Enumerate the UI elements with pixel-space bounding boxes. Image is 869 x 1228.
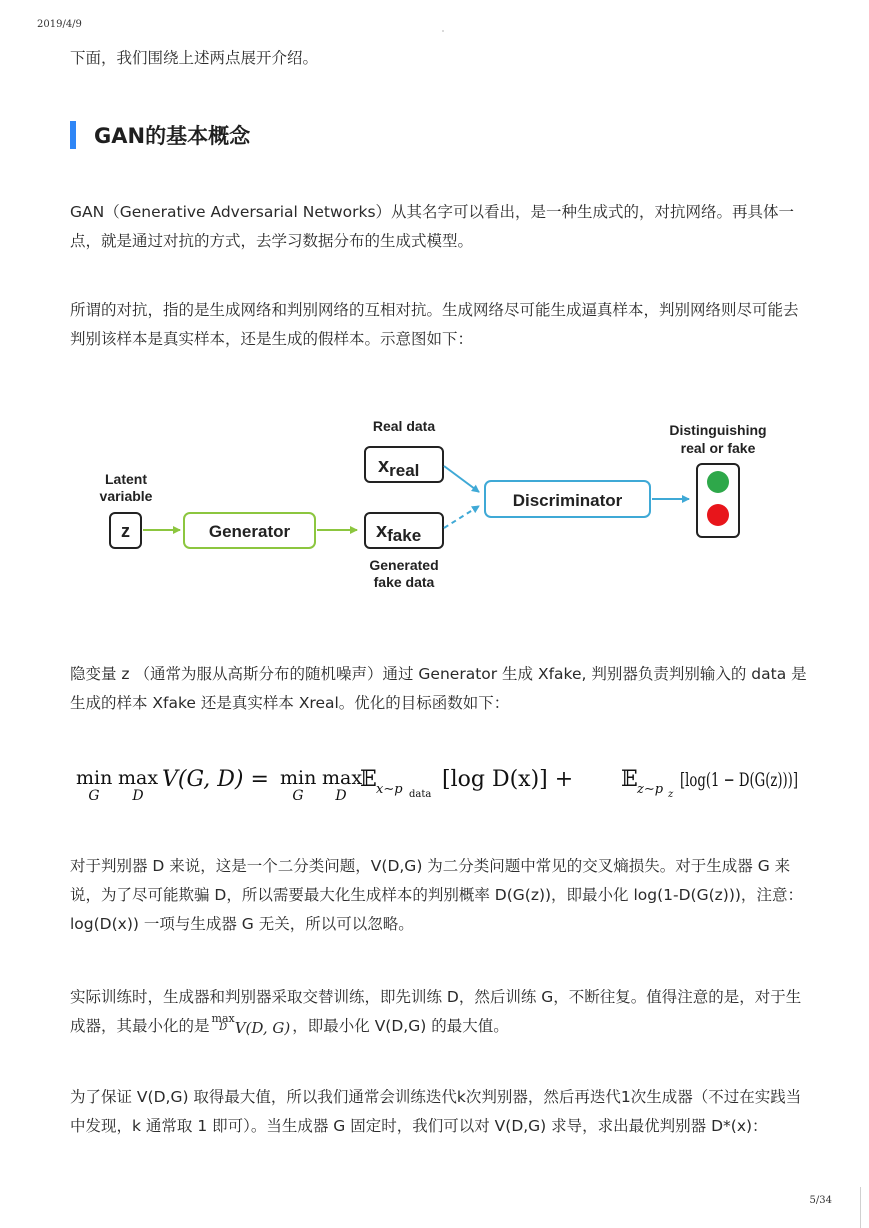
formula-min-sub-2: G [292, 788, 304, 804]
arrow-xreal-to-discriminator [444, 466, 479, 492]
paragraph-training [70, 983, 810, 1041]
paragraph-discriminator-loss: 对于判别器 D 来说，这是一个二分类问题，V(D,G) 为二分类问题中常见的交叉熵损失。对于生成器 G 来说，为了尽可能欺骗 D，所以需要最大化生成样本的判别概率 D(G(z))，即最小化 log(1-D(G(z)))，注意：log(D(x)) 一项与生成器 G 无关，所以可以忽略。 [70, 857, 803, 933]
z-box-label: z [121, 521, 130, 541]
paragraph-adversarial: 所谓的对抗，指的是生成网络和判别网络的互相对抗。生成网络尽可能生成逼真样本，判别网络则尽可能去判别该样本是真实样本，还是生成的假样本。示意图如下： [70, 301, 799, 348]
x-real-main: x [378, 455, 390, 477]
formula-max-sub-1: D [132, 788, 144, 804]
green-light-icon [707, 471, 729, 493]
formula-sub-1: x∼p [376, 782, 403, 797]
training-text-before: 实际训练时，生成器和判别器采取交替训练，即先训练 D，然后训练 G，不断往复。值得注意的是，对于生成器，其最小化的是 [70, 988, 802, 1035]
latent-label-line2: variable [99, 488, 153, 504]
paragraph-gan-definition: GAN（Generative Adversarial Networks）从其名字可以看出，是一种生成式的，对抗网络。再具体一点，就是通过对抗的方式，去学习数据分布的生成式模型。 [70, 203, 795, 250]
gan-diagram [80, 400, 800, 600]
real-data-title: Real data [372, 418, 436, 434]
formula-expectation-1: 𝔼 [360, 767, 377, 792]
inline-math-max: max [211, 1012, 235, 1026]
intro-text: 下面，我们围绕上述两点展开介绍。 [70, 49, 319, 67]
discriminator-label: Discriminator [512, 491, 623, 510]
x-fake-sub: fake [387, 526, 422, 545]
formula-term-1: [log D(x)] + [442, 767, 574, 792]
formula-min-sub-1: G [88, 788, 100, 804]
red-light-icon [707, 504, 729, 526]
inline-math-max-v [211, 1012, 291, 1038]
x-real-sub: real [389, 461, 420, 480]
paragraph-optimal-discriminator: 为了保证 V(D,G) 取得最大值，所以我们通常会训练迭代k次判别器，然后再迭代1次生成器（不过在实践当中发现，k 通常取 1 即可）。当生成器 G 固定时，我们可以对 V(D,G) 求导，求出最优判别器 D*(x)： [70, 1088, 802, 1135]
formula-sub-1-data: data [409, 789, 432, 800]
page-edge-line [860, 1187, 861, 1228]
x-fake-main: x [376, 520, 388, 542]
formula-max-2: max [322, 767, 363, 789]
objective-formula [70, 758, 810, 808]
section-heading [70, 118, 250, 152]
distinguishing-label-line2: real or fake [680, 440, 756, 456]
page-number: 5/34 [809, 1195, 832, 1206]
generated-label-line2: fake data [373, 574, 435, 590]
distinguishing-label-line1: Distinguishing [669, 422, 767, 438]
training-text-after: ，即最小化 V(D,G) 的最大值。 [292, 1017, 509, 1035]
header-date: 2019/4/9 [37, 19, 82, 30]
formula-min-2: min [280, 767, 317, 789]
formula-max-1: max [118, 767, 159, 789]
section-title: GAN的基本概念 [94, 124, 251, 148]
generator-label: Generator [208, 522, 291, 541]
formula-min-1: min [76, 767, 113, 789]
header-dot [442, 30, 444, 32]
formula-lhs: V(G, D) = [162, 767, 269, 792]
formula-expectation-2: 𝔼 [621, 767, 638, 792]
arrow-xfake-to-discriminator [444, 506, 479, 528]
inline-math-expr: V(D, G) [234, 1019, 291, 1038]
paragraph-latent-variable: 隐变量 z （通常为服从高斯分布的随机噪声）通过 Generator 生成 Xfake, 判别器负责判别输入的 data 是生成的样本 Xfake 还是真实样本 Xreal。优化的目标函数如下： [70, 665, 807, 712]
inline-math-sub: D [219, 1022, 228, 1034]
formula-sub-2-z: z [668, 789, 674, 800]
formula-max-sub-2: D [335, 788, 347, 804]
formula-sub-2: z∼p [637, 782, 664, 797]
latent-label-line1: Latent [105, 471, 147, 487]
heading-accent-bar [70, 121, 76, 149]
generated-label-line1: Generated [369, 557, 439, 573]
formula-term-2: [log(1 − D(G(z)))] [680, 769, 798, 791]
